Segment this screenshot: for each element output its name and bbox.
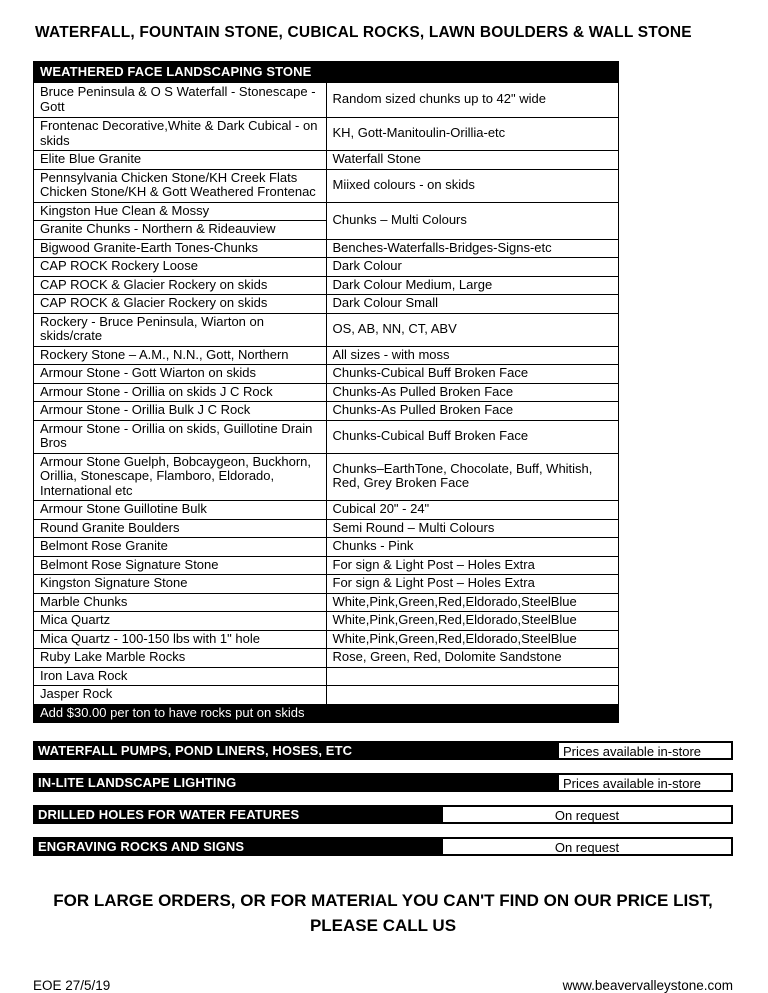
item-name-cell: Belmont Rose Granite xyxy=(34,538,327,557)
table-row xyxy=(34,151,619,170)
table-row xyxy=(34,258,619,277)
item-name-cell: Marble Chunks xyxy=(34,593,327,612)
table-row xyxy=(34,612,619,631)
item-name-cell: Pennsylvania Chicken Stone/KH Creek Flats Chicken Stone/KH & Gott Weathered Frontenac xyxy=(34,169,327,202)
table-row xyxy=(34,346,619,365)
item-name-cell: Granite Chunks - Northern & Rideauview xyxy=(34,221,327,240)
section-drilled-holes xyxy=(33,805,733,824)
item-name-cell: Ruby Lake Marble Rocks xyxy=(34,649,327,668)
item-desc-cell: Chunks–EarthTone, Chocolate, Buff, Whitish, Red, Grey Broken Face xyxy=(326,453,619,501)
section-waterfall-pumps-value: Prices available in-store xyxy=(557,741,733,760)
table-row xyxy=(34,420,619,453)
table-row xyxy=(34,313,619,346)
large-orders-note xyxy=(33,888,733,938)
section-waterfall-pumps xyxy=(33,741,733,760)
item-desc-cell: Chunks-As Pulled Broken Face xyxy=(326,402,619,421)
item-desc-cell: Chunks-Cubical Buff Broken Face xyxy=(326,420,619,453)
section-engraving-value: On request xyxy=(441,837,733,856)
stone-table-body xyxy=(34,83,619,705)
table-row xyxy=(34,402,619,421)
item-name-cell: Kingston Signature Stone xyxy=(34,575,327,594)
item-name-cell: Kingston Hue Clean & Mossy xyxy=(34,202,327,221)
item-name-cell: Armour Stone - Gott Wiarton on skids xyxy=(34,365,327,384)
table-row xyxy=(34,667,619,686)
table-row xyxy=(34,649,619,668)
item-desc-cell: Chunks-As Pulled Broken Face xyxy=(326,383,619,402)
item-desc-cell: All sizes - with moss xyxy=(326,346,619,365)
item-name-cell: CAP ROCK & Glacier Rockery on skids xyxy=(34,295,327,314)
table-row xyxy=(34,538,619,557)
item-name-cell: Bruce Peninsula & O S Waterfall - Stonescape - Gott xyxy=(34,83,327,118)
item-desc-cell: Chunks - Pink xyxy=(326,538,619,557)
extra-sections xyxy=(33,741,733,856)
item-desc-cell: Dark Colour xyxy=(326,258,619,277)
table-row xyxy=(34,118,619,151)
footer-website-link[interactable]: www.beavervalleystone.com xyxy=(562,978,733,993)
item-desc-cell: White,Pink,Green,Red,Eldorado,SteelBlue xyxy=(326,630,619,649)
item-desc-cell: For sign & Light Post – Holes Extra xyxy=(326,556,619,575)
item-name-cell: Armour Stone Guelph, Bobcaygeon, Buckhorn, Orillia, Stonescape, Flamboro, Eldorado, International etc xyxy=(34,453,327,501)
item-desc-cell: Semi Round – Multi Colours xyxy=(326,519,619,538)
section-drilled-holes-value: On request xyxy=(441,805,733,824)
table-row xyxy=(34,453,619,501)
item-desc-cell: Dark Colour Medium, Large xyxy=(326,276,619,295)
table-row xyxy=(34,169,619,202)
item-desc-cell: White,Pink,Green,Red,Eldorado,SteelBlue xyxy=(326,612,619,631)
item-name-cell: Frontenac Decorative,White & Dark Cubical - on skids xyxy=(34,118,327,151)
table-row xyxy=(34,83,619,118)
section-drilled-holes-label: DRILLED HOLES FOR WATER FEATURES xyxy=(33,805,441,824)
section-engraving xyxy=(33,837,733,856)
item-name-cell: CAP ROCK Rockery Loose xyxy=(34,258,327,277)
item-name-cell: Mica Quartz - 100-150 lbs with 1" hole xyxy=(34,630,327,649)
item-desc-cell: Dark Colour Small xyxy=(326,295,619,314)
item-desc-cell: Rose, Green, Red, Dolomite Sandstone xyxy=(326,649,619,668)
section-inlite-lighting xyxy=(33,773,733,792)
table-row xyxy=(34,686,619,705)
item-desc-cell: KH, Gott-Manitoulin-Orillia-etc xyxy=(326,118,619,151)
table-row xyxy=(34,239,619,258)
section-engraving-label: ENGRAVING ROCKS AND SIGNS xyxy=(33,837,441,856)
item-name-cell: Bigwood Granite-Earth Tones-Chunks xyxy=(34,239,327,258)
table-header-bar: WEATHERED FACE LANDSCAPING STONE xyxy=(34,62,619,83)
table-footer-row xyxy=(34,704,619,723)
item-name-cell: Belmont Rose Signature Stone xyxy=(34,556,327,575)
item-name-cell: Armour Stone - Orillia Bulk J C Rock xyxy=(34,402,327,421)
section-waterfall-pumps-label: WATERFALL PUMPS, POND LINERS, HOSES, ETC xyxy=(33,741,557,760)
large-orders-note-line1: FOR LARGE ORDERS, OR FOR MATERIAL YOU CAN'T FIND ON OUR PRICE LIST, xyxy=(53,891,713,910)
item-name-cell: Armour Stone - Orillia on skids, Guillotine Drain Bros xyxy=(34,420,327,453)
section-inlite-lighting-value: Prices available in-store xyxy=(557,773,733,792)
table-row xyxy=(34,630,619,649)
item-desc-cell xyxy=(326,686,619,705)
item-name-cell: CAP ROCK & Glacier Rockery on skids xyxy=(34,276,327,295)
skids-surcharge-note: Add $30.00 per ton to have rocks put on skids xyxy=(34,704,619,723)
table-row xyxy=(34,295,619,314)
stone-price-table xyxy=(33,61,619,723)
item-name-cell: Jasper Rock xyxy=(34,686,327,705)
item-name-cell: Armour Stone Guillotine Bulk xyxy=(34,501,327,520)
large-orders-note-line2: PLEASE CALL US xyxy=(309,916,457,935)
page-title: WATERFALL, FOUNTAIN STONE, CUBICAL ROCKS, LAWN BOULDERS & WALL STONE xyxy=(35,24,692,41)
item-desc-cell: Benches-Waterfalls-Bridges-Signs-etc xyxy=(326,239,619,258)
item-desc-cell: Waterfall Stone xyxy=(326,151,619,170)
table-row xyxy=(34,202,619,221)
item-desc-cell: Cubical 20" - 24" xyxy=(326,501,619,520)
table-header-row xyxy=(34,62,619,83)
table-row xyxy=(34,383,619,402)
table-row xyxy=(34,556,619,575)
table-row xyxy=(34,365,619,384)
section-inlite-lighting-label: IN-LITE LANDSCAPE LIGHTING xyxy=(33,773,557,792)
item-name-cell: Rockery - Bruce Peninsula, Wiarton on skids/crate xyxy=(34,313,327,346)
table-row xyxy=(34,276,619,295)
table-row xyxy=(34,519,619,538)
item-desc-cell: Random sized chunks up to 42" wide xyxy=(326,83,619,118)
item-name-cell: Round Granite Boulders xyxy=(34,519,327,538)
table-row xyxy=(34,501,619,520)
item-desc-cell: OS, AB, NN, CT, ABV xyxy=(326,313,619,346)
table-row xyxy=(34,593,619,612)
item-name-cell: Elite Blue Granite xyxy=(34,151,327,170)
item-name-cell: Mica Quartz xyxy=(34,612,327,631)
item-desc-cell: Miixed colours - on skids xyxy=(326,169,619,202)
item-desc-cell: Chunks-Cubical Buff Broken Face xyxy=(326,365,619,384)
table-row xyxy=(34,575,619,594)
item-desc-cell xyxy=(326,667,619,686)
item-name-cell: Iron Lava Rock xyxy=(34,667,327,686)
page-footer xyxy=(33,978,733,993)
item-name-cell: Armour Stone - Orillia on skids J C Rock xyxy=(34,383,327,402)
item-name-cell: Rockery Stone – A.M., N.N., Gott, Northern xyxy=(34,346,327,365)
item-desc-cell: Chunks – Multi Colours xyxy=(326,202,619,239)
item-desc-cell: White,Pink,Green,Red,Eldorado,SteelBlue xyxy=(326,593,619,612)
footer-eoe-date: EOE 27/5/19 xyxy=(33,978,111,993)
item-desc-cell: For sign & Light Post – Holes Extra xyxy=(326,575,619,594)
